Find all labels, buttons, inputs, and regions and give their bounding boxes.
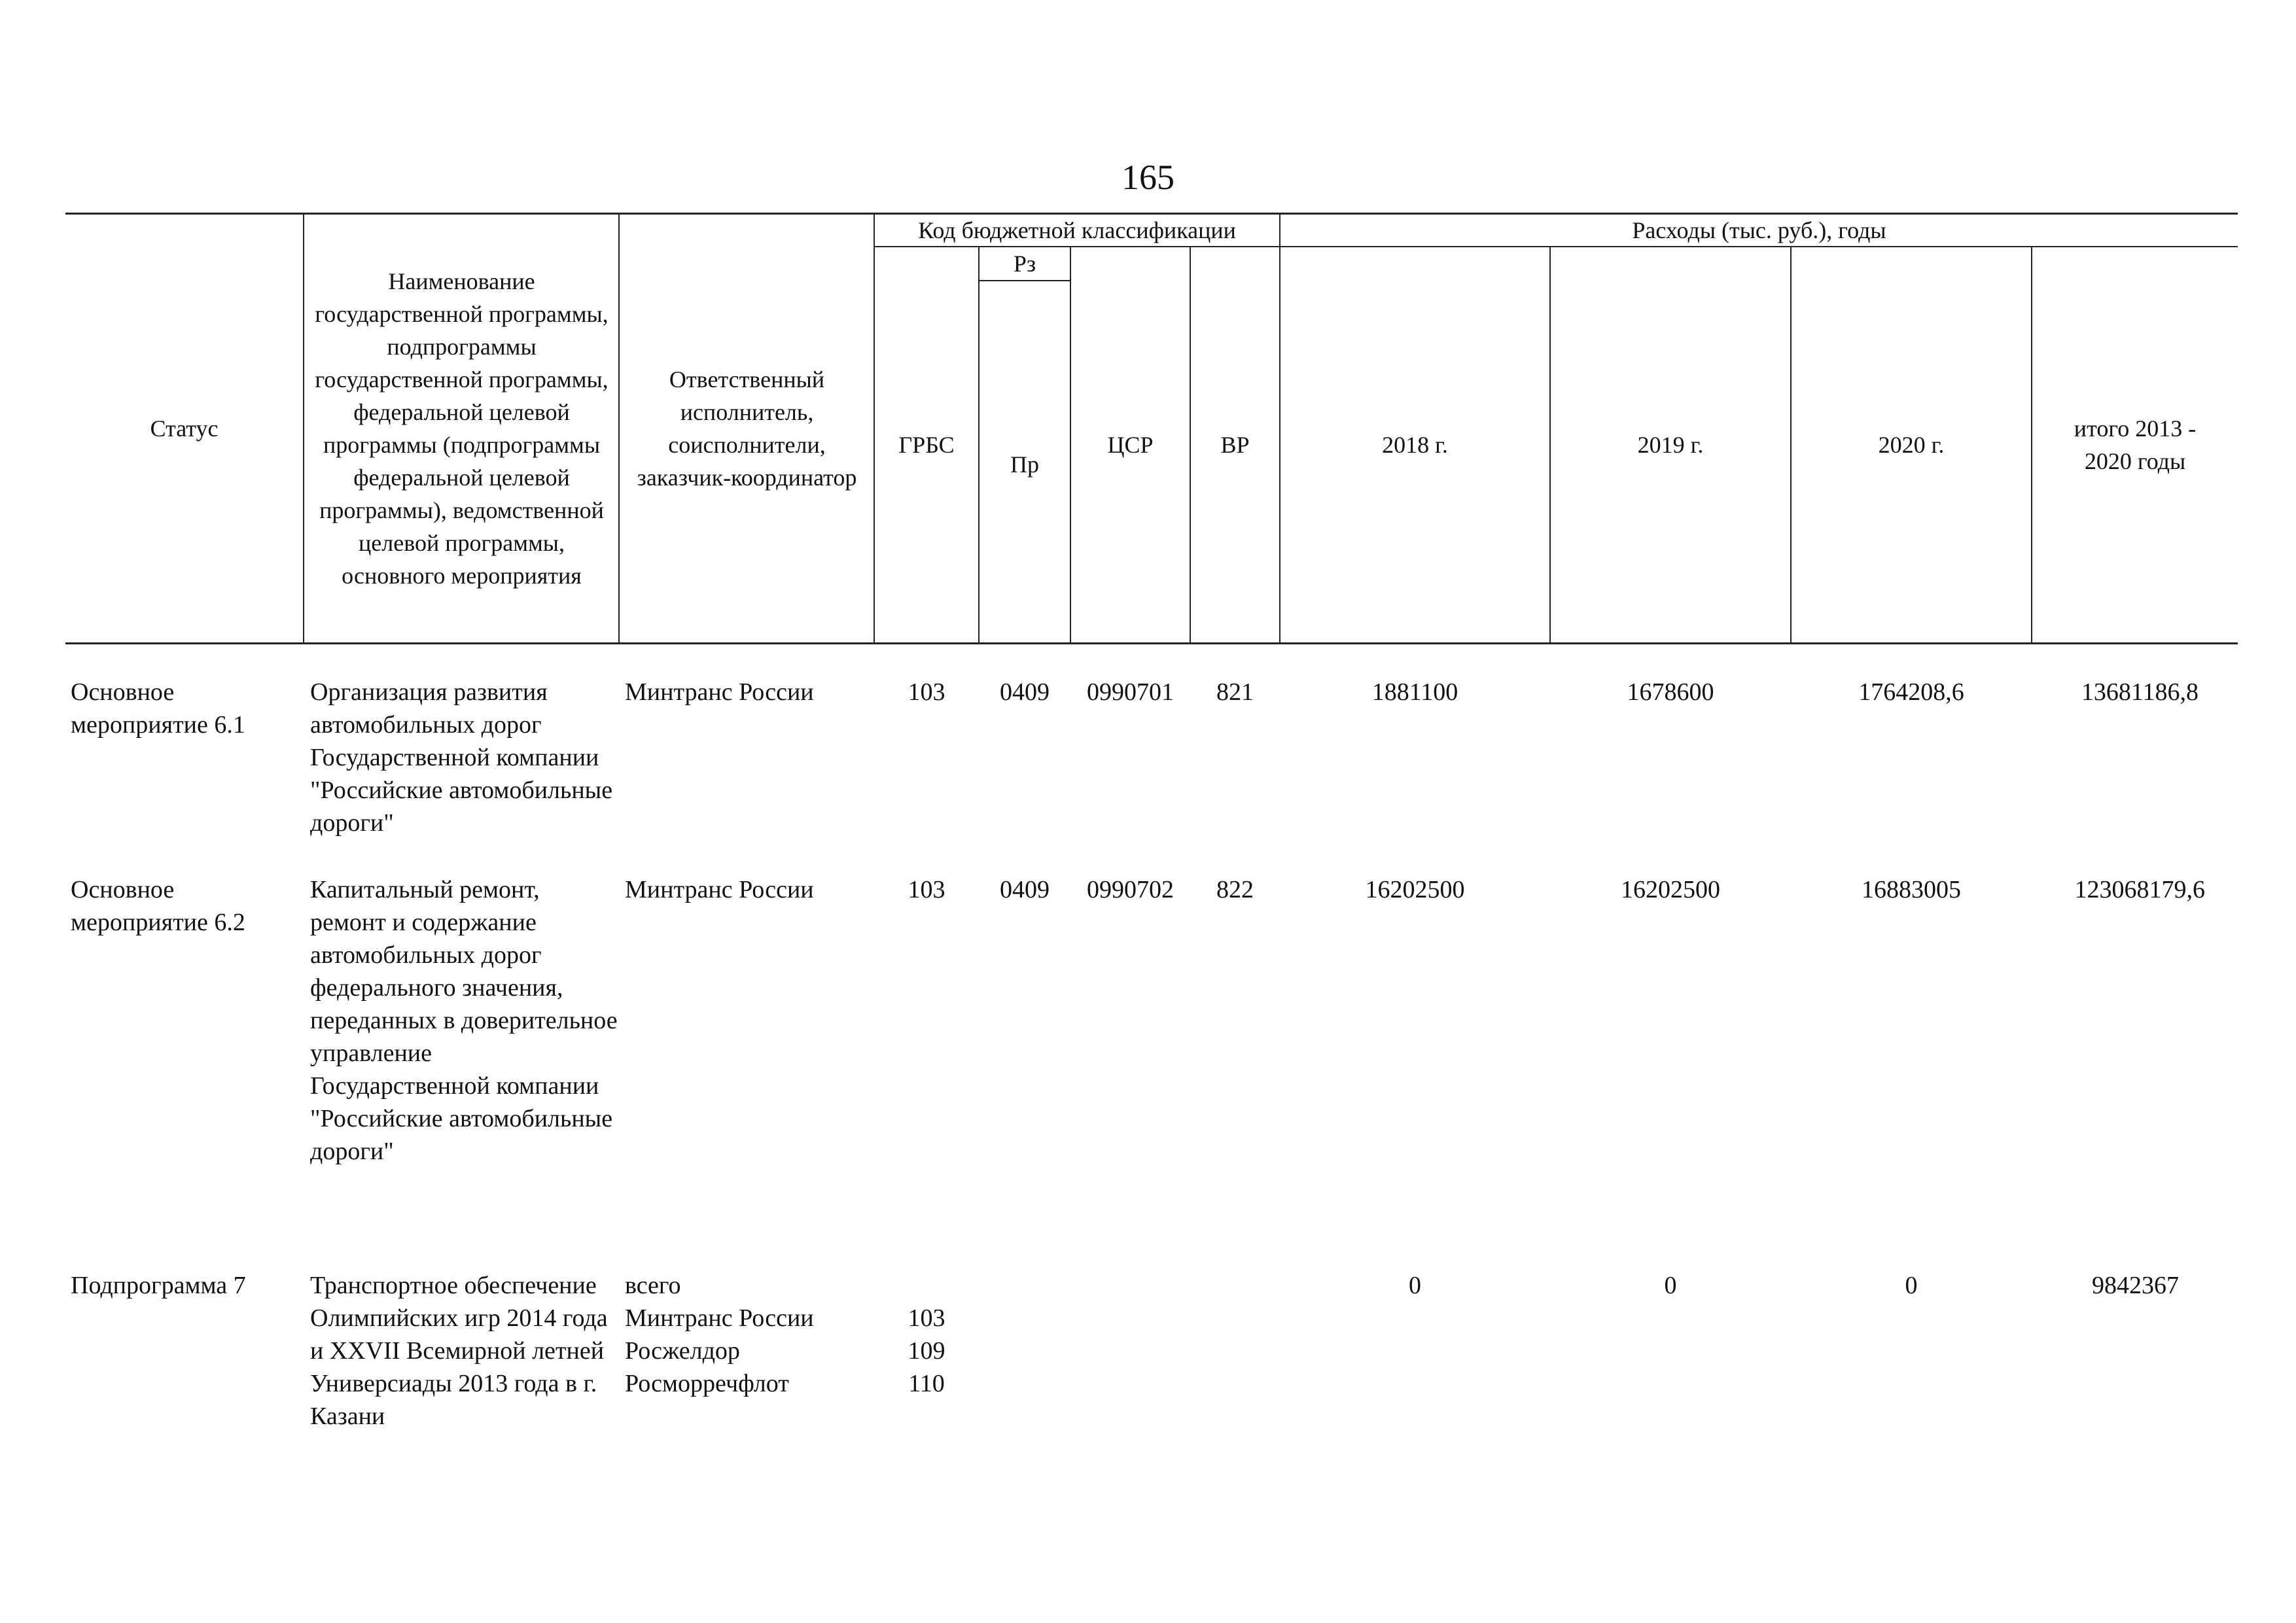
header-name: Наименование государственной программы, подпрограммы государственной программы, федеральной целевой программы (подпрограммы федеральной целевой программы), ведомственной целевой программы, основного мероприятия — [315, 268, 609, 589]
row-2020: 16883005 — [1862, 876, 1961, 903]
header-2019: 2019 г. — [1637, 432, 1704, 458]
row-status: Основное мероприятие 6.1 — [71, 678, 245, 739]
row-executor: Минтранс России — [625, 876, 814, 903]
row-2020: 0 — [1905, 1272, 1918, 1299]
row-csr: 0990702 — [1087, 876, 1174, 903]
row-csr: 0990701 — [1087, 678, 1174, 706]
header-budget-code-group: Код бюджетной классификации — [918, 217, 1236, 243]
row-2019: 1678600 — [1627, 678, 1714, 706]
row-rzpr: 0409 — [1000, 876, 1050, 903]
header-2018: 2018 г. — [1382, 432, 1448, 458]
row-name: Организация развития автомобильных дорог Государственной компании "Российские автомобильные дороги" — [310, 678, 613, 837]
row-grbs: 103 — [908, 678, 945, 706]
header-expenses-group: Расходы (тыс. руб.), годы — [1632, 217, 1886, 243]
header-vr: ВР — [1220, 432, 1250, 458]
row-grbs: 103 — [908, 876, 945, 903]
header-csr: ЦСР — [1107, 432, 1154, 458]
row-executor: всего Минтранс России Росжелдор Росморречфлот — [625, 1272, 814, 1397]
header-pr: Пр — [1010, 451, 1039, 478]
row-executor: Минтранс России — [625, 678, 814, 706]
row-2018: 1881100 — [1371, 678, 1458, 706]
row-total: 9842367 — [2092, 1272, 2179, 1299]
row-rzpr: 0409 — [1000, 678, 1050, 706]
row-vr: 821 — [1216, 678, 1254, 706]
row-total: 123068179,6 — [2074, 876, 2205, 903]
row-2018: 0 — [1409, 1272, 1421, 1299]
row-2019: 0 — [1664, 1272, 1677, 1299]
row-vr: 822 — [1216, 876, 1254, 903]
header-2020: 2020 г. — [1878, 432, 1945, 458]
row-2019: 16202500 — [1621, 876, 1720, 903]
row-2018: 16202500 — [1365, 876, 1465, 903]
header-rz: Рз — [1013, 251, 1036, 277]
row-total: 13681186,8 — [2081, 678, 2199, 706]
header-executor: Ответственный исполнитель, соисполнители, заказчик-координатор — [637, 366, 857, 491]
row-2020: 1764208,6 — [1858, 678, 1964, 706]
row-grbs: 103 109 110 — [908, 1304, 945, 1397]
header-total: итого 2013 - 2020 годы — [2074, 415, 2197, 474]
row-name: Капитальный ремонт, ремонт и содержание автомобильных дорог федерального значения, переданных в доверительное управление Государственной компании "Российские автомобильные дороги" — [310, 876, 618, 1165]
row-name: Транспортное обеспечение Олимпийских игр 2014 года и XXVII Всемирной летней Универсиады 2013 года в г. Казани — [310, 1272, 608, 1430]
header-grbs: ГРБС — [898, 432, 955, 458]
page-number: 165 — [1122, 158, 1174, 197]
row-status: Подпрограмма 7 — [71, 1272, 246, 1299]
row-status: Основное мероприятие 6.2 — [71, 876, 245, 936]
header-status: Статус — [150, 415, 219, 442]
